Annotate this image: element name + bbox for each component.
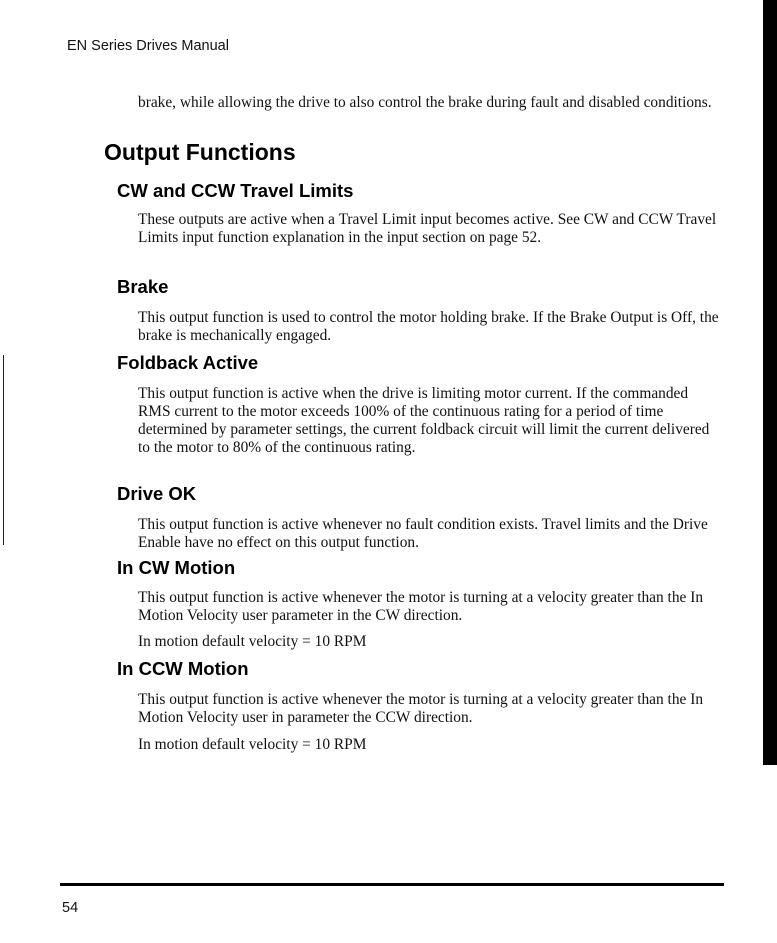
subsection-title-in-ccw-motion: In CCW Motion [117,658,249,679]
brake-paragraph: This output function is used to control the motor holding brake. If the Brake Output is Off, the brake is mechanically engaged. [138,309,719,344]
foldback-active-paragraph: This output function is active when the drive is limiting motor current. If the commanded RMS current to the motor exceeds 100% of the continuous rating for a period of time determined by parameter settings, the current foldback circuit will limit the current delivered to the motor to 80% of the continuous rating. [138,385,710,456]
subsection-title-foldback-active: Foldback Active [117,352,259,373]
in-cw-motion-paragraph: This output function is active whenever the motor is turning at a velocity greater than the In Motion Velocity user parameter in the CW direction. [138,589,704,624]
in-ccw-motion-paragraph: This output function is active whenever the motor is turning at a velocity greater than the In Motion Velocity user in parameter the CCW direction. [138,691,704,726]
page-edge-bar [763,0,777,765]
subsection-title-travel-limits: CW and CCW Travel Limits [117,180,354,201]
in-ccw-motion-default-velocity: In motion default velocity = 10 RPM [138,736,367,753]
scan-edge-line [3,355,4,545]
subsection-title-in-cw-motion: In CW Motion [117,557,236,578]
in-cw-motion-default-velocity: In motion default velocity = 10 RPM [138,633,367,650]
subsection-title-brake: Brake [117,276,169,297]
footer-rule [60,883,724,886]
travel-limits-paragraph: These outputs are active when a Travel Limit input becomes active. See CW and CCW Travel Limits input function explanation in the input section on page 52. [138,211,717,246]
section-title: Output Functions [104,139,296,165]
drive-ok-paragraph: This output function is active whenever no fault condition exists. Travel limits and the Drive Enable have no effect on this output function. [138,516,708,551]
subsection-title-drive-ok: Drive OK [117,483,197,504]
intro-paragraph: brake, while allowing the drive to also control the brake during fault and disabled conditions. [138,94,712,111]
running-header: EN Series Drives Manual [67,38,229,54]
page-number: 54 [62,900,79,916]
